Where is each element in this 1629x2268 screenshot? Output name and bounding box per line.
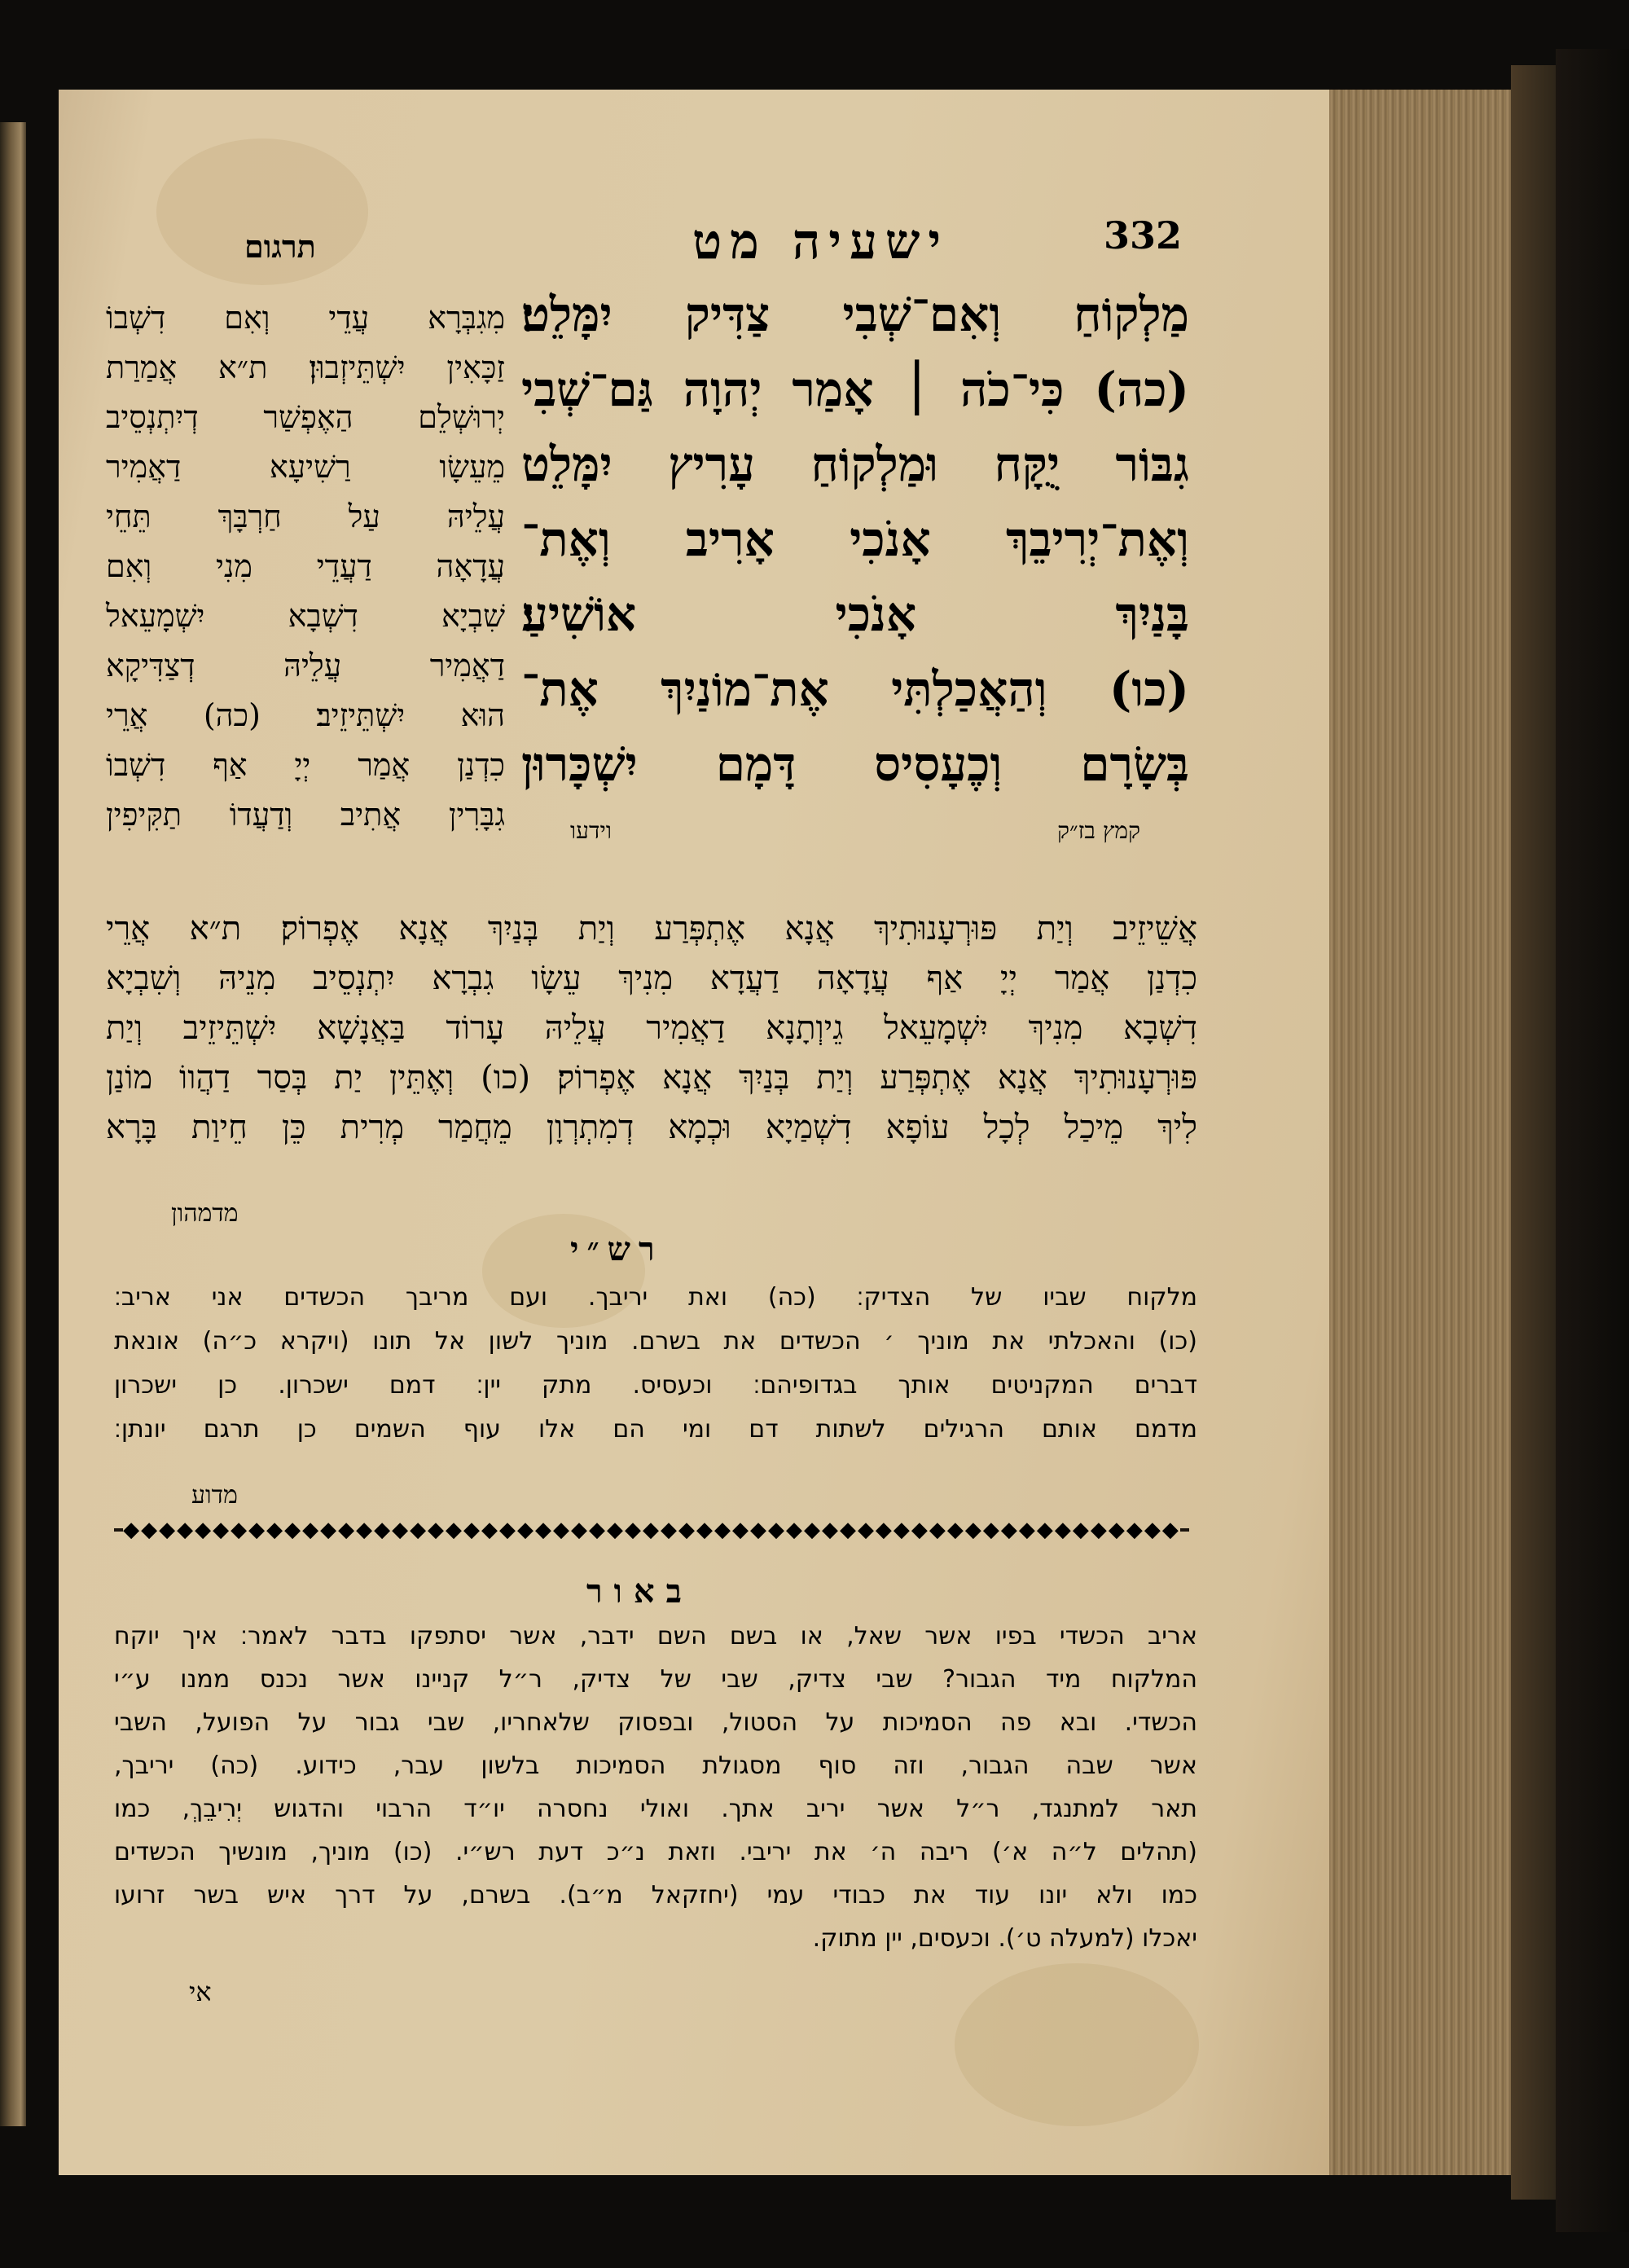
rashi-line: (כו) והאכלתי את מוניך ׳ הכשדים את בשרם. מוניך לשון אל תונו (ויקרא כ״ה) אונאת [114, 1327, 1197, 1356]
targum-line: דִשְׁבָא מִנִיךְ יִשְׁמָעֵאל גֵיוְתָנָא דַאֲמִיר עֲלֵיהּ עָרוֹד בַּאֲנָשָׁא יִשְׁתֵּיזֵיב וְיַת [106, 1009, 1197, 1047]
targum-line: אֲשֵׁיזֵיב וְיַת פּוּרְעָנוּתִיךְ אֲנָא אֶתְפְּרַע וְיַת בְּנַיִךְ אֲנָא אֶפְרוֹק׃ ת״א אֲרֵי [106, 910, 1197, 947]
biur-line: (תהלים ל״ה א׳) ריבה ה׳ את יריבי. וזאת נ״כ דעת רש״י. (כו) מוניך, מונשיך הכשדים [114, 1838, 1197, 1866]
rashi-catchword: מדוע [191, 1481, 238, 1510]
biur-line: יאכלו (למעלה ט׳). וכעסים, יין מתוק. [812, 1924, 1197, 1953]
verse-line: וְאֶת־יְרִיבֵךְ אָנֹכִי אָרִיב וְאֶת־ [521, 512, 1189, 567]
targum-line: יְרוּשְׁלֵם הַאֶפְשַׁר דְיִתְנְסֵיב [106, 399, 505, 435]
verse-line: מַלְקוֹחַ וְאִם־שְׁבִי צַדִּיק יִמָּלֵט׃ [521, 287, 1189, 342]
targum-line: זַכָּאִין יִשְׁתֵּיזְבוּן׃ ת״א אֲמַרַת [106, 349, 505, 385]
diamond-ornaments: ◆◆◆◆◆◆◆◆◆◆◆◆◆◆◆◆◆◆◆◆◆◆◆◆◆◆◆◆◆◆◆◆◆◆◆◆◆◆◆◆◆◆◆◆◆◆◆◆◆◆◆◆◆◆◆◆◆◆◆ [123, 1518, 1180, 1542]
biur-commentary [114, 1615, 1197, 1960]
targum-line: גִבָּרִין אֲתִיב וְדַעֲדוֹ תַקִּיפִין [106, 797, 505, 833]
biur-line: אריב הכשדי בפיו אשר שאל, או בשם השם ידבר, אשר יסתפקו בדבר לאמר׃ איך יוקח [114, 1622, 1197, 1650]
fore-edge-shadow [1511, 65, 1560, 2200]
book-title: ישעיה מט [692, 213, 950, 270]
verse-line: גִבּוֹר יֻקָּח וּמַלְקוֹחַ עָרִיץ יִמָּלֵט [521, 437, 1189, 492]
targum-line: הוּא יִשְׁתֵּיזֵיב׃ (כה) אֲרֵי [106, 697, 505, 733]
verse-catchwords [570, 815, 1140, 847]
left-page-edge [0, 122, 26, 2126]
targum-line: מִגִבְּרָא עֲדֵי וְאִם דִשְׁבוֹ [106, 300, 505, 336]
targum-catchword: מדמהון [171, 1199, 239, 1228]
biur-line: תאר למתנגד, ר״ל אשר יריב אתך. ואולי נחסרה יו״ד הרבוי והדגוש יְרִיבֵךְ, כמו [114, 1795, 1197, 1823]
ornamental-divider [114, 1515, 1189, 1545]
targum-column [106, 293, 505, 840]
verse-line: (כו) וְהַאֲכַלְתִּי אֶת־מוֹנַיִךְ אֶת־ [521, 662, 1189, 717]
divider-dash [114, 1528, 123, 1532]
page-fore-edge [1307, 90, 1515, 2175]
verse-line: (כה) כִּי־כֹה ׀ אָמַר יְהוָה גַּם־שְׁבִי [521, 362, 1189, 417]
divider-dash [1180, 1528, 1189, 1532]
targum-header: תרגום [244, 228, 316, 265]
targum-line: עֲלֵיהּ עַל חַרְבָּךְ תֵּחֵי [106, 499, 505, 534]
rashi-heading: רש״י [570, 1230, 663, 1268]
rashi-line: דברים המקניטים אותך בגדופיהם׃ וכעסיס. מתק יין׃ דמם ישכרון. כן ישכרון [114, 1371, 1197, 1400]
qamatz-note: קמץ בז״ק [1057, 817, 1140, 844]
page-number: 332 [1104, 213, 1183, 257]
biur-line: הכשדי. ובא פה הסמיכות על הסטול, ובפסוק שלאחריו, שבי גבור על הפועל, השבי [114, 1708, 1197, 1737]
targum-line: שִׁבְיָא דִשְׁבָא יִשְׁמָעֵאל [106, 598, 505, 634]
biur-line: אשר שבה הגבור, וזה סוף מסגולת הסמיכות בלשון עבר, כידוע. (כה) יריבך, [114, 1752, 1197, 1780]
book-cover [1556, 49, 1629, 2232]
paper-stain [955, 1963, 1199, 2126]
targum-line: לִיךְ מֵיכַל לְכָל עוֹפָא דִשְׁמַיָא וּכְמָא דְמִתְרְוָן מֵחֲמַר מְרִית כֵּן חֵיוַת בָּרָא [106, 1109, 1197, 1146]
targum-line: כִדְנַן אֲמַר יְיָ אַף עֲדָאָה דַעֲדָא מִנִיךְ עֵשָׂו גִבְרָא יִתְנְסֵיב מִנֵיהּ וְשִׁבְיָא [106, 960, 1197, 997]
verse-text [521, 277, 1189, 802]
verse-line: בְּשָׂרָם וְכֶעָסִיס דָּמָם יִשְׁכָּרוּן [521, 736, 1189, 792]
targum-line: מֵעֵשָׂו רַשִׁיעָא דַאֲמִיר [106, 449, 505, 485]
biur-line: המלקוח מיד הגבור? שבי צדיק, שבי של צדיק, ר״ל קניינו אשר נכנס ממנו ע״י [114, 1665, 1197, 1694]
rashi-line: מדמם אותם הרגילים לשתות דם ומי הם אלו עוף השמים כן תרגם יונתן׃ [114, 1415, 1197, 1444]
targum-line: כִדְנַן אֲמַר יְיָ אַף דִשְׁבוֹ [106, 747, 505, 783]
biur-line: כמו ולא יונו עוד את כבודי עמי (יחזקאל מ״ב). בשרם, על דרך איש בשר זרועו [114, 1881, 1197, 1910]
targum-line: דַאֲמִיר עֲלֵיהּ דְצַדִּיקָא [106, 648, 505, 683]
rashi-commentary [114, 1276, 1197, 1452]
targum-line: עֲדָאָה דַעֲדֵי מִנִי וְאִם [106, 548, 505, 584]
targum-line: פּוּרְעָנוּתִיךְ אֲנָא אֶתְפְּרַע וְיַת בְּנַיִךְ אֲנָא אֶפְרוֹק׃ (כו) וְאֶתֵּין יַת בְּסַר דַהֲווֹ מוֹנַן [106, 1059, 1197, 1097]
targum-full-width [106, 904, 1197, 1153]
verse-line: בָּנַיִךְ אָנֹכִי אוֹשִׁיעַ׃ [521, 587, 1189, 642]
signature-catchword: אי [189, 1976, 212, 2007]
rashi-line: מלקוח שביו של הצדיק׃ (כה) ואת יריבך. ועם מריבך הכשדים אני אריב׃ [114, 1283, 1197, 1312]
biur-heading: באור [586, 1572, 693, 1611]
catchword: וידעו [570, 817, 612, 844]
